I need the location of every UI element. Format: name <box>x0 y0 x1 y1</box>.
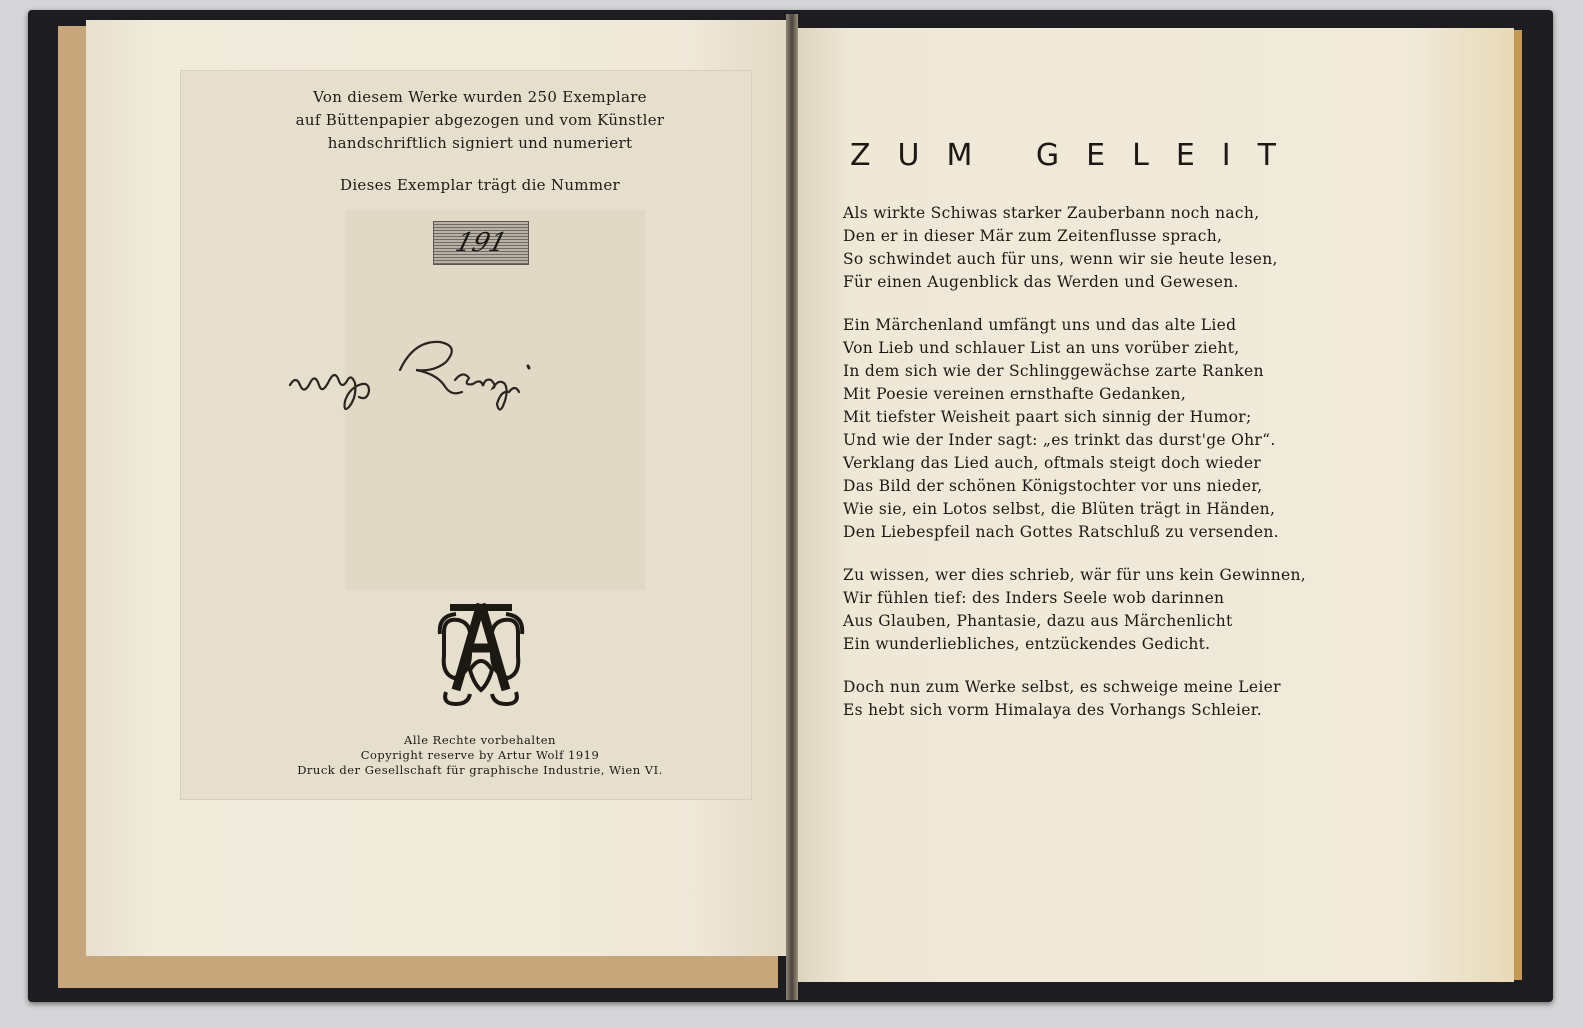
poem-line: Zu wissen, wer dies schrieb, wär für uns kein Gewinnen, <box>843 566 1306 584</box>
poem-line: Mit Poesie vereinen ernsthafte Gedanken, <box>843 385 1187 403</box>
poem-line: Als wirkte Schiwas starker Zauberbann noch nach, <box>843 204 1260 222</box>
rights-notice <box>260 733 700 778</box>
poem-line: Verklang das Lied auch, oftmals steigt doch wieder <box>843 454 1262 472</box>
poem-line: Für einen Augenblick das Werden und Gewesen. <box>843 273 1239 291</box>
poem-title: ZUM GELEIT <box>850 138 1303 173</box>
poem-stanza <box>843 314 1443 544</box>
poem-line: So schwindet auch für uns, wenn wir sie heute lesen, <box>843 250 1278 268</box>
poem-line: Aus Glauben, Phantasie, dazu aus Märchenlicht <box>843 612 1233 630</box>
copy-number: 191 <box>452 228 510 258</box>
artist-signature <box>280 330 580 420</box>
limitation-line: Von diesem Werke wurden 250 Exemplare <box>313 88 647 106</box>
poem-body <box>843 202 1443 742</box>
poem-line: Den er in dieser Mär zum Zeitenflusse sprach, <box>843 227 1223 245</box>
exemplar-line: Dieses Exemplar trägt die Nummer <box>340 176 620 194</box>
poem-line: Ein wunderliebliches, entzückendes Gedicht. <box>843 635 1211 653</box>
poem-line: In dem sich wie der Schlinggewächse zarte Ranken <box>843 362 1264 380</box>
poem-stanza <box>843 564 1443 656</box>
poem-line: Doch nun zum Werke selbst, es schweige meine Leier <box>843 678 1281 696</box>
poem-line: Von Lieb und schlauer List an uns vorüber zieht, <box>843 339 1240 357</box>
publisher-monogram-icon <box>436 598 526 708</box>
poem-stanza <box>843 676 1443 722</box>
limitation-notice <box>240 86 720 155</box>
poem-stanza <box>843 202 1443 294</box>
rights-line: Copyright reserve by Artur Wolf 1919 <box>360 748 600 762</box>
poem-line: Den Liebespfeil nach Gottes Ratschluß zu versenden. <box>843 523 1279 541</box>
limitation-line: auf Büttenpapier abgezogen und vom Künstler <box>295 111 665 129</box>
poem-line: Das Bild der schönen Königstochter vor uns nieder, <box>843 477 1263 495</box>
limitation-line: handschriftlich signiert und numeriert <box>327 134 633 152</box>
rights-line: Alle Rechte vorbehalten <box>404 733 556 747</box>
rights-line: Druck der Gesellschaft für graphische Industrie, Wien VI. <box>297 763 663 777</box>
copy-number-box <box>433 221 529 265</box>
poem-line: Mit tiefster Weisheit paart sich sinnig der Humor; <box>843 408 1252 426</box>
poem-line: Es hebt sich vorm Himalaya des Vorhangs Schleier. <box>843 701 1262 719</box>
poem-line: Ein Märchenland umfängt uns und das alte Lied <box>843 316 1237 334</box>
poem-line: Wir fühlen tief: des Inders Seele wob darinnen <box>843 589 1225 607</box>
book-gutter <box>786 14 798 1000</box>
poem-line: Und wie der Inder sagt: „es trinkt das durst'ge Ohr“. <box>843 431 1276 449</box>
poem-line: Wie sie, ein Lotos selbst, die Blüten trägt in Händen, <box>843 500 1276 518</box>
